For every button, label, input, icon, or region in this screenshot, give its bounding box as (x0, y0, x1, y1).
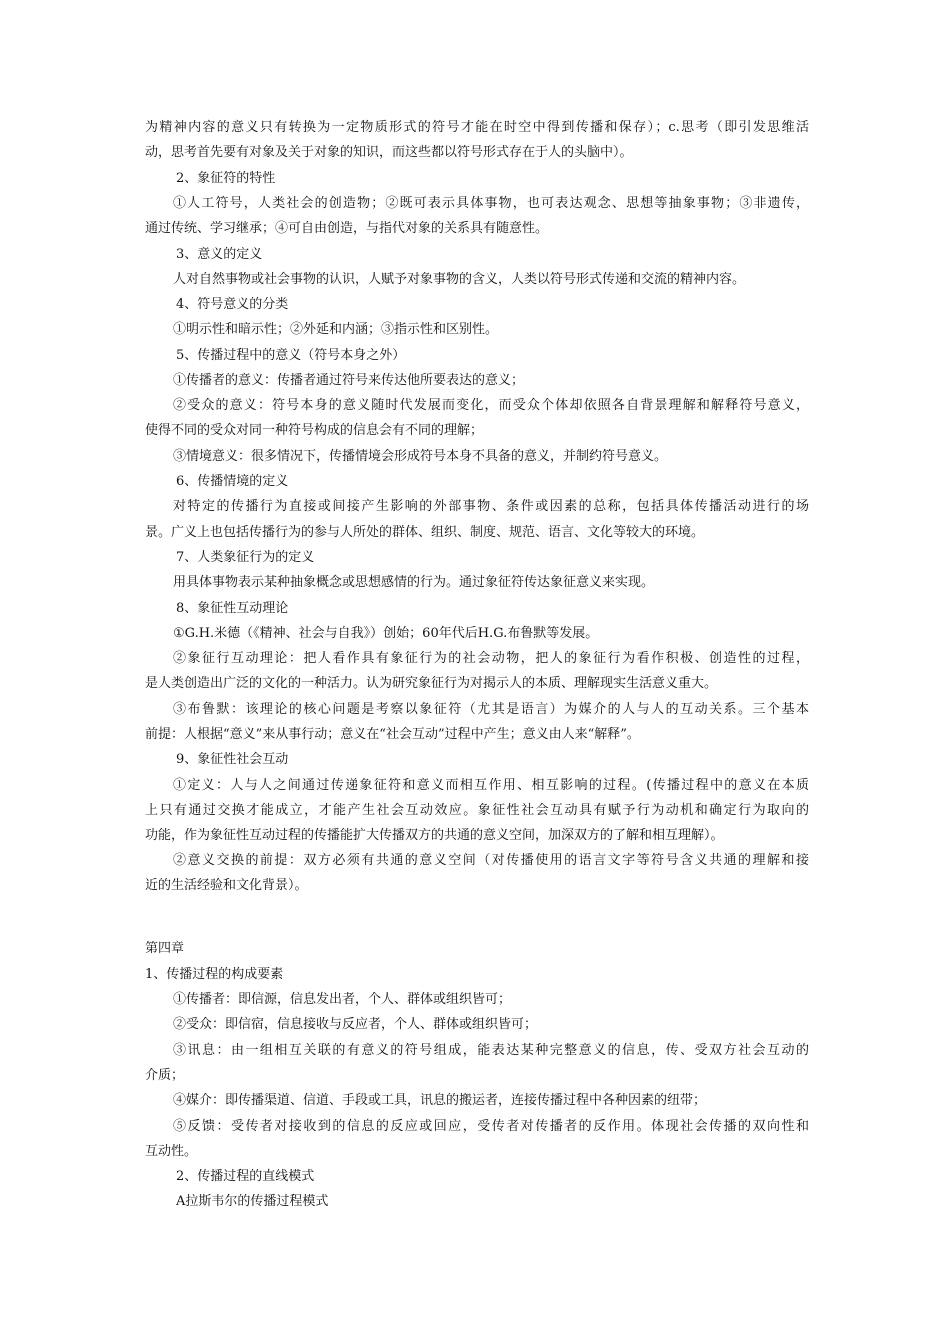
text-line: 第四章 (145, 941, 185, 956)
text-line: 使得不同的受众对同一种符号构成的信息会有不同的理解； (145, 423, 484, 438)
text-line: 上只有通过交换才能成立，才能产生社会互动效应。象征性社会互动具有赋予行为动机和确定行为取向的 (145, 803, 809, 818)
text-line: 景。广义上也包括传播行为的参与人所处的群体、组织、制度、规范、语言、文化等较大的环境。 (145, 525, 705, 540)
text-line: 对特定的传播行为直接或间接产生影响的外部事物、条件或因素的总称，包括具体传播活动进行的场 (173, 499, 809, 514)
text-line: 是人类创造出广泛的文化的一种活力。认为研究象征行为对揭示人的本质、理解现实生活意义重大。 (145, 676, 718, 691)
text-line: 6、传播情境的定义 (176, 474, 289, 489)
text-line: ②意义交换的前提：双方必须有共通的意义空间（对传播使用的语言文字等符号含义共通的理解和接 (173, 853, 809, 868)
text-line: 2、象征符的特性 (176, 171, 276, 186)
text-line: ①传播者的意义：传播者通过符号来传达他所要表达的意义； (173, 373, 525, 388)
text-line: ③布鲁默：该理论的核心问题是考察以象征符（尤其是语言）为媒介的人与人的互动关系。三个基本 (173, 702, 809, 717)
text-line: ①明示性和暗示性；②外延和内涵；③指示性和区别性。 (173, 322, 499, 337)
text-line: ①G.H.米德（《精神、社会与自我》）创始；60年代后H.G.布鲁默等发展。 (173, 626, 599, 641)
text-line: ③讯息：由一组相互关联的有意义的符号组成，能表达某种完整意义的信息，传、受双方社会互动的 (173, 1043, 809, 1058)
text-line: ⑤反馈：受传者对接收到的信息的反应或回应，受传者对传播者的反作用。体现社会传播的双向性和 (173, 1119, 809, 1134)
text-line: ①定义：人与人之间通过传递象征符和意义而相互作用、相互影响的过程。(传播过程中的意义在本质 (173, 778, 809, 793)
text-line: ①传播者：即信源，信息发出者，个人、群体或组织皆可； (173, 992, 512, 1007)
text-line: 近的生活经验和文化背景）。 (145, 878, 308, 893)
text-line: 前提：人根据“意义”来从事行动；意义在“社会互动”过程中产生；意义由人来“解释”。 (145, 727, 640, 742)
text-line: 4、符号意义的分类 (176, 297, 289, 312)
text-line: 1、传播过程的构成要素 (145, 967, 284, 982)
text-line: 3、意义的定义 (176, 247, 263, 262)
text-line: ③情境意义：很多情况下，传播情境会形成符号本身不具备的意义，并制约符号意义。 (173, 449, 668, 464)
text-line: ②受众的意义：符号本身的意义随时代发展而变化，而受众个体却依照各自背景理解和解释符号意义， (173, 398, 809, 413)
text-line: 介质； (145, 1068, 185, 1083)
text-line: 通过传统、学习继承；④可自由创造，与指代对象的关系具有随意性。 (145, 221, 549, 236)
text-line: 9、象征性社会互动 (176, 752, 289, 767)
text-line: 7、人类象征行为的定义 (176, 550, 315, 565)
text-line: A拉斯韦尔的传播过程模式 (176, 1194, 329, 1209)
text-line: 5、传播过程中的意义（符号本身之外） (176, 348, 406, 363)
text-line: 动，思考首先要有对象及关于对象的知识，而这些都以符号形式存在于人的头脑中）。 (145, 145, 633, 160)
text-line: ④媒介：即传播渠道、信道、手段或工具，讯息的搬运者，连接传播过程中各种因素的纽带； (173, 1093, 707, 1108)
text-line: 8、象征性互动理论 (176, 601, 289, 616)
text-line: 人对自然事物或社会事物的认识，人赋予对象事物的含义，人类以符号形式传递和交流的精神内容。 (173, 272, 746, 287)
text-line: 用具体事物表示某种抽象概念或思想感情的行为。通过象征符传达象征意义来实现。 (173, 575, 655, 590)
text-line: ①人工符号，人类社会的创造物；②既可表示具体事物，也可表达观念、思想等抽象事物；③非遗传， (173, 196, 809, 211)
text-line: 功能，作为象征性互动过程的传播能扩大传播双方的共通的意义空间，加深双方的了解和相互理解）。 (145, 828, 724, 843)
text-line: ②受众：即信宿，信息接收与反应者，个人、群体或组织皆可； (173, 1017, 538, 1032)
text-line: 互动性。 (145, 1144, 198, 1159)
text-line: 为精神内容的意义只有转换为一定物质形式的符号才能在时空中得到传播和保存）；c.思考（即引发思维活 (145, 120, 809, 135)
text-line: 2、传播过程的直线模式 (176, 1169, 315, 1184)
text-line: ②象征行互动理论：把人看作具有象征行为的社会动物，把人的象征行为看作积极、创造性的过程， (173, 651, 809, 666)
